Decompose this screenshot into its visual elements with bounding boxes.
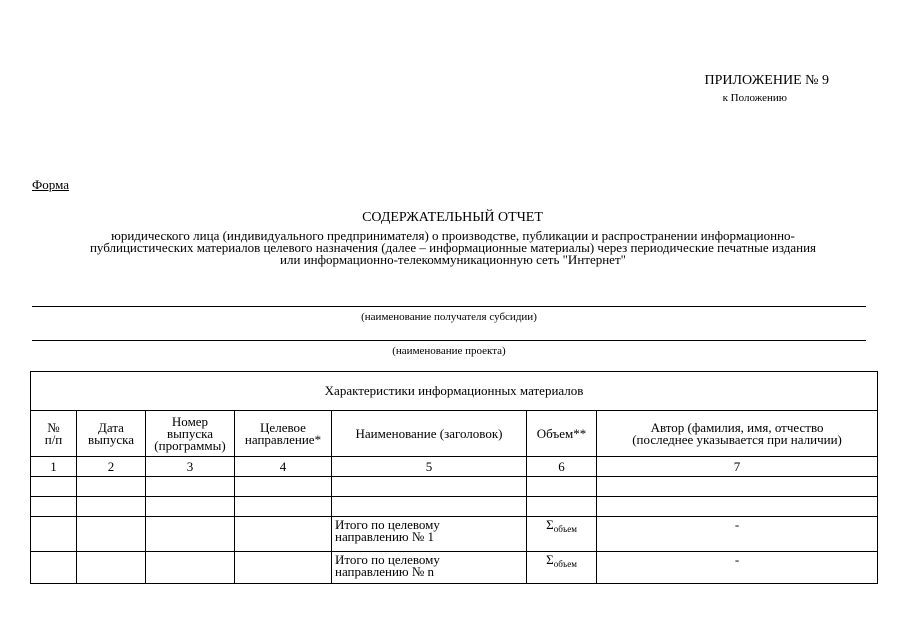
report-table [30, 371, 878, 584]
header-cell-author: Автор (фамилия, имя, отчество (последнее указывается при наличии) [597, 411, 878, 457]
column-number: 3 [146, 457, 235, 477]
header-cell-volume: Объем** [527, 411, 597, 457]
header-cell-number: № п/п [31, 411, 77, 457]
report-title: СОДЕРЖАТЕЛЬНЫЙ ОТЧЕТ [362, 210, 543, 225]
total-author: - [597, 552, 878, 584]
header-cell-title: Наименование (заголовок) [332, 411, 527, 457]
total-author: - [597, 517, 878, 552]
project-name-line [32, 340, 866, 341]
total-label: Итого по целевому направлению № n [332, 552, 527, 584]
header-cell-date: Дата выпуска [77, 411, 146, 457]
project-name-caption: (наименование проекта) [392, 345, 506, 357]
sum-symbol: Σ [546, 517, 554, 532]
column-number: 2 [77, 457, 146, 477]
table-row [31, 477, 878, 497]
column-number: 6 [527, 457, 597, 477]
header-cell-target-direction: Целевое направление* [235, 411, 332, 457]
column-number: 1 [31, 457, 77, 477]
table-group-header-row [31, 372, 878, 411]
volume-sum [527, 517, 597, 552]
subsidy-recipient-line [32, 306, 866, 307]
column-number-row [31, 457, 878, 477]
report-subtitle-line: или информационно-телекоммуникационную сеть "Интернет" [280, 252, 626, 267]
appendix-title: ПРИЛОЖЕНИЕ № 9 [704, 73, 829, 88]
header-cell-issue-number: Номер выпуска (программы) [146, 411, 235, 457]
total-label: Итого по целевому направлению № 1 [332, 517, 527, 552]
total-row [31, 552, 878, 584]
report-subtitle [30, 230, 876, 266]
table-group-header: Характеристики информационных материалов [31, 372, 878, 411]
table-row [31, 497, 878, 517]
total-row [31, 517, 878, 552]
subsidy-recipient-caption: (наименование получателя субсидии) [361, 311, 537, 323]
column-number: 5 [332, 457, 527, 477]
appendix-subtitle: к Положению [722, 92, 787, 104]
volume-sum [527, 552, 597, 584]
table-header-row [31, 411, 878, 457]
column-number: 7 [597, 457, 878, 477]
sum-symbol: Σ [546, 552, 554, 567]
sum-subscript: объем [553, 524, 577, 534]
report-subtitle-line: юридического лица (индивидуального предпринимателя) о производстве, публикации и распространении информационно- [111, 228, 795, 243]
form-label: Форма [32, 177, 69, 192]
report-subtitle-line: публицистических материалов целевого назначения (далее – информационные материалы) через периодические печатные издания [89, 240, 817, 255]
sum-subscript: объем [553, 559, 577, 569]
column-number: 4 [235, 457, 332, 477]
